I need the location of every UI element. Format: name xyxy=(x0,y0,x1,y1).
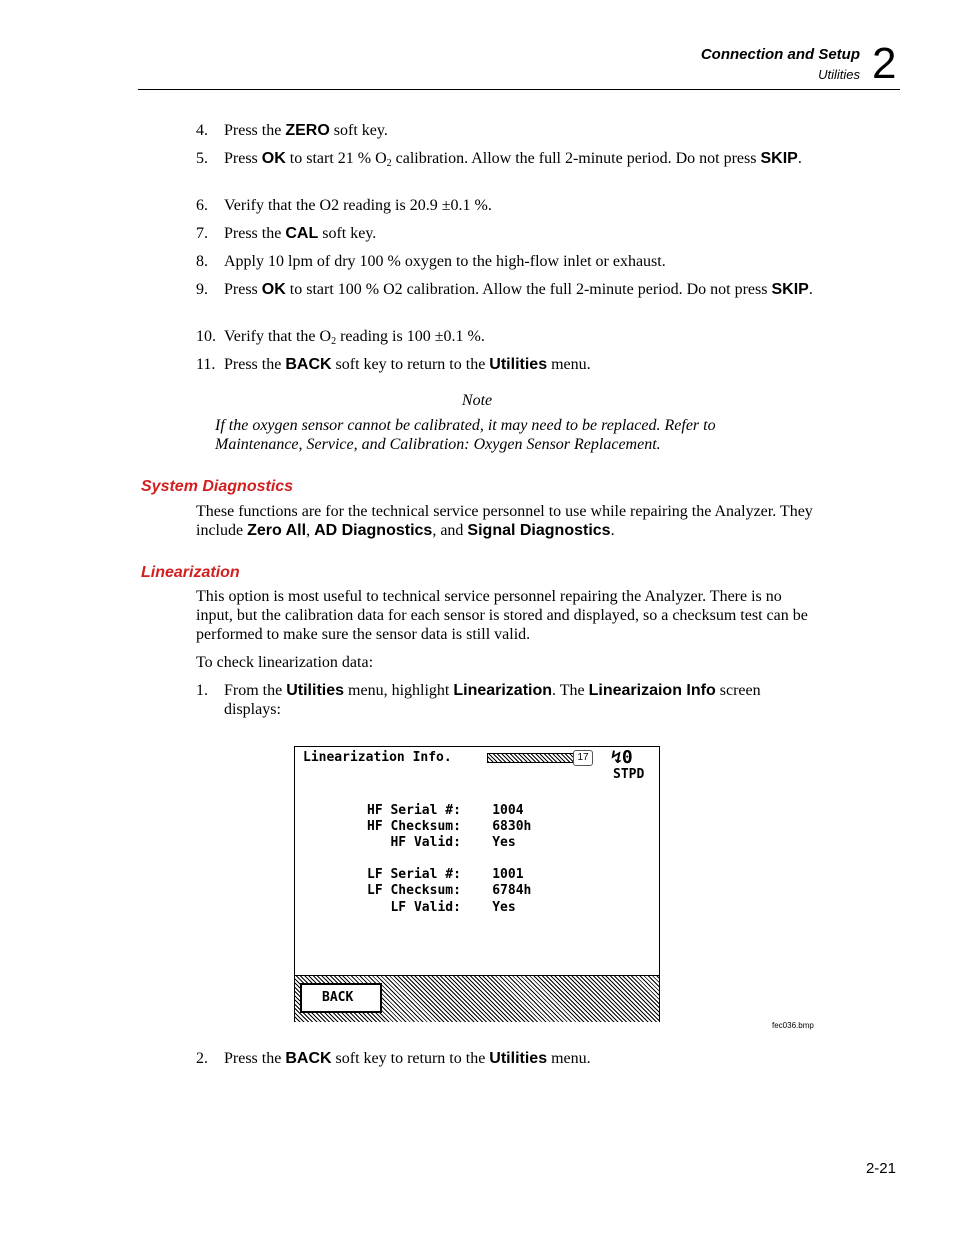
step-6: 6. Verify that the O2 reading is 20.9 ±0.1 %. xyxy=(196,197,492,214)
hf-valid-line: HF Valid: Yes xyxy=(367,835,516,850)
linearization-paragraph: This option is most useful to technical service personnel repairing the Analyzer. There is no input, but the calibration data for each sensor is stored and displayed, so a checksum test can be performed to make sure the sensor data is still valid. xyxy=(196,588,808,643)
system-diagnostics-paragraph: These functions are for the technical service personnel to use while repairing the Analyzer. They include Zero All, AD Diagnostics, and Signal Diagnostics. xyxy=(196,503,813,539)
linearization-step-2: 2. Press the BACK soft key to return to the Utilities menu. xyxy=(196,1050,591,1067)
linearization-heading: Linearization xyxy=(141,564,240,581)
step-10: 10. Verify that the $O_2$ reading is 100 ±0.1 %. xyxy=(196,328,485,347)
linearization-step-1: 1. From the Utilities menu, highlight Linearization. The Linearizaion Info screen displays: xyxy=(196,682,761,718)
step-9: 9. Press OK to start 100 % O2 calibration. Allow the full 2-minute period. Do not press SKIP. xyxy=(196,281,813,298)
step-4: 4. Press the ZERO soft key. xyxy=(196,122,388,139)
step-11: 11. Press the BACK soft key to return to the Utilities menu. xyxy=(196,356,591,373)
softkey-bar xyxy=(295,975,659,1022)
hf-checksum-line: HF Checksum: 6830h xyxy=(367,819,532,834)
step-8: 8. Apply 10 lpm of dry 100 % oxygen to the high-flow inlet or exhaust. xyxy=(196,253,666,270)
screen-mode-indicator: ↯0 xyxy=(611,747,633,768)
lf-valid-line: LF Valid: Yes xyxy=(367,900,516,915)
lf-checksum-line: LF Checksum: 6784h xyxy=(367,883,532,898)
back-softkey[interactable]: BACK xyxy=(300,983,382,1013)
screen-title: Linearization Info. xyxy=(303,750,452,765)
header-rule xyxy=(138,89,900,90)
lf-serial-line: LF Serial #: 1001 xyxy=(367,867,524,882)
system-diagnostics-heading: System Diagnostics xyxy=(141,478,294,495)
note-text: If the oxygen sensor cannot be calibrated, it may need to be replaced. Refer to Maintenance, Service, and Calibration: Oxygen Sensor Replacement. xyxy=(215,417,716,453)
chapter-number: 2 xyxy=(872,39,897,88)
screen-status-bar xyxy=(487,753,577,763)
linearization-intro: To check linearization data: xyxy=(196,654,374,671)
running-header-subtitle: Utilities xyxy=(818,67,860,82)
linearization-info-screen xyxy=(294,746,660,1022)
hf-serial-line: HF Serial #: 1004 xyxy=(367,803,524,818)
figure-reference: fec036.bmp xyxy=(772,1021,814,1030)
screen-page-indicator: 17 xyxy=(573,750,593,766)
running-header-title: Connection and Setup xyxy=(700,46,860,63)
step-7: 7. Press the CAL soft key. xyxy=(196,225,377,242)
flow-icon: ↯ xyxy=(611,747,622,768)
note-label: Note xyxy=(461,392,493,409)
screen-stpd-label: STPD xyxy=(613,767,645,782)
page-number: 2-21 xyxy=(865,1160,896,1177)
step-5: 5. Press OK to start 21 % $O_2$ calibration. Allow the full 2-minute period. Do not press SKIP. xyxy=(196,150,802,169)
